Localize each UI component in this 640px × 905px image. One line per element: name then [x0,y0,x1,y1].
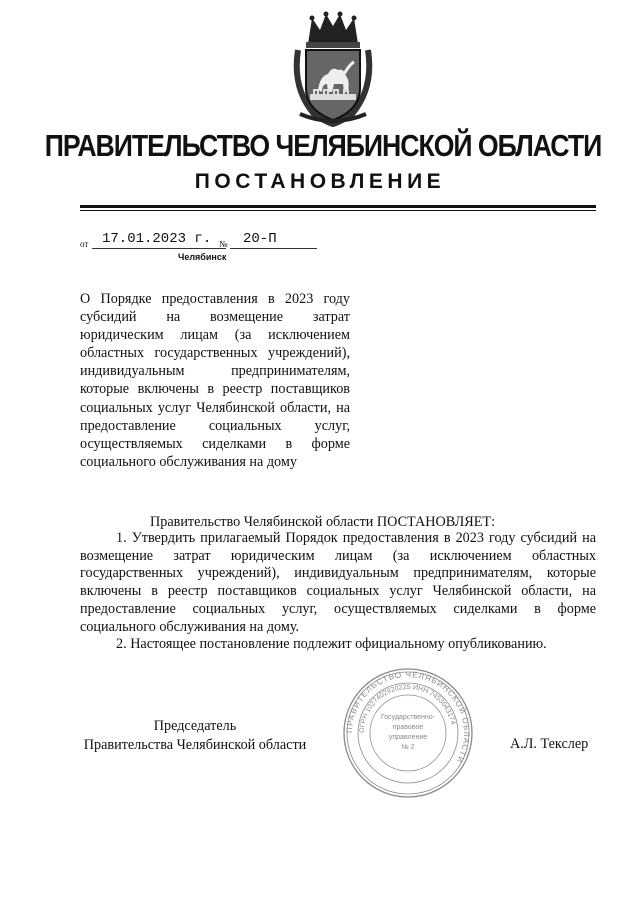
signer-position-line-2: Правительства Челябинской области [83,736,307,753]
body-item-2: 2. Настоящее постановление подлежит официальному опубликованию. [116,636,547,653]
stamp-center-line-1: Государственно- [380,714,436,721]
document-number: 20-П [230,231,317,249]
official-seal [342,667,474,799]
signer-position [80,717,310,754]
city-label: Челябинск [178,252,227,262]
number-prefix: № [219,239,228,249]
document-body [80,530,596,654]
government-title: ПРАВИТЕЛЬСТВО ЧЕЛЯБИНСКОЙ ОБЛАСТИ [44,128,602,163]
stamp-outer-ring-text: ПРАВИТЕЛЬСТВО ЧЕЛЯБИНСКОЙ ОБЛАСТИ [344,669,472,765]
stamp-center-line-2: правовое [392,724,424,731]
document-subject: О Порядке предоставления в 2023 году субсидий на возмещение затрат юридическим лицам (за исключением областных государственных учреждений), индивидуальным предпринимателям, которые включены в реестр поставщиков социальных услуг Челябинской области, на предоставление социальных услуг, осуществляемых сиделками в форме социального обслуживания на дому [80,291,350,470]
signer-position-line-1: Председатель [153,718,237,734]
header-rule-thin [80,210,596,211]
stamp-center-line-4: № 2 [401,744,415,751]
body-item-1: 1. Утвердить прилагаемый Порядок предоставления в 2023 году субсидий на возмещение затрат юридическим лицам (за исключением областных государственных учреждений), индивидуальным предпринимателям, которые включены в реестр поставщиков социальных услуг Челябинской области, на предоставление социальных услуг, осуществляемых сиделками в форме социального обслуживания на дому. [80,530,596,635]
chelyabinsk-coat-of-arms-icon [290,10,376,128]
header-rule-thick [80,205,596,208]
document-type-title: ПОСТАНОВЛЕНИЕ [194,170,446,193]
signer-name: А.Л. Текслер [510,736,589,752]
preamble: Правительство Челябинской области ПОСТАНОВЛЯЕТ: [150,514,496,530]
date-prefix: от [80,239,89,249]
stamp-center-line-3: управление [388,734,428,741]
document-date: 17.01.2023 г. [92,231,226,249]
stamp-inner-ring-text: ОГРН 1027402920225 ИНН 7453043174 [358,683,457,734]
